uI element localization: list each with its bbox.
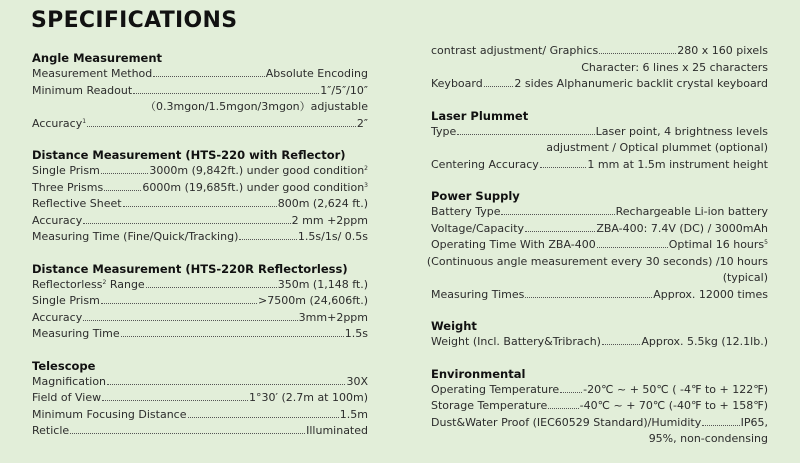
- spec-label: Operating Time With ZBA-400: [431, 238, 596, 251]
- spec-label: Minimum Focusing Distance: [32, 407, 187, 421]
- spec-row-continuation: [431, 270, 768, 287]
- spec-row-single-prism: [32, 293, 368, 310]
- spec-label: Battery Type: [431, 205, 501, 218]
- dot-leader: [69, 423, 306, 434]
- right-column: [426, 43, 768, 463]
- spec-label: Accuracy: [32, 310, 83, 324]
- spec-row-min-focusing-distance: [32, 407, 368, 424]
- section-display-continued: [431, 43, 768, 93]
- spec-row-minimum-readout: [32, 83, 368, 100]
- dot-leader: [120, 326, 345, 337]
- spec-label: Centering Accuracy: [431, 157, 539, 171]
- spec-value: 30X: [346, 374, 368, 388]
- spec-label: Measuring Time: [32, 327, 120, 340]
- spec-value: -40℃ ~ + 70℃ (-40℉ to + 158℉): [579, 399, 768, 412]
- spec-label: contrast adjustment/ Graphics: [431, 44, 599, 57]
- spec-label: Measuring Times: [431, 287, 525, 301]
- section-heading: Environmental: [431, 366, 526, 381]
- spec-value: Absolute Encoding: [265, 67, 368, 80]
- section-heading: Distance Measurement (HTS-220 with Reflector): [32, 148, 346, 162]
- spec-row-magnification: [32, 374, 368, 391]
- section-weight: [431, 318, 768, 351]
- spec-label: Magnification: [32, 374, 107, 388]
- spec-value: Rechargeable Li-ion battery: [615, 205, 768, 218]
- dot-leader: [152, 66, 265, 77]
- spec-row-continuation: [431, 431, 768, 448]
- spec-label: Voltage/Capacity: [431, 221, 525, 235]
- spec-row-reflectorless-range: [32, 277, 368, 294]
- spec-row-measuring-time: [32, 326, 368, 343]
- spec-label: Field of View: [32, 391, 102, 404]
- spec-value: 2 mm +2ppm: [291, 213, 368, 227]
- dot-leader: [187, 407, 340, 418]
- spec-row-dust-water-proof: [431, 415, 768, 432]
- spec-row-type: [431, 124, 768, 141]
- dot-leader: [132, 83, 320, 94]
- spec-value-continuation: (Continuous angle measurement every 30 seconds) /10 hours: [426, 254, 768, 268]
- footnote-marker: 3: [364, 181, 368, 189]
- spec-label: Keyboard: [431, 77, 483, 90]
- spec-row-operating-temperature: [431, 382, 768, 399]
- section-environmental: [431, 366, 768, 448]
- spec-row-accuracy: [32, 213, 368, 230]
- spec-row-accuracy: [32, 310, 368, 327]
- spec-value: Illuminated: [306, 424, 368, 437]
- section-heading: Telescope: [32, 358, 96, 373]
- spec-label: Single Prism: [32, 164, 100, 177]
- spec-value: 280 x 160 pixels: [677, 44, 768, 57]
- dot-leader: [701, 415, 740, 426]
- dot-leader: [524, 287, 653, 298]
- dot-leader: [106, 374, 346, 385]
- spec-label: Type: [431, 124, 457, 138]
- spec-row-storage-temperature: [431, 398, 768, 415]
- spec-label: Single Prism: [32, 294, 100, 307]
- spec-label: Storage Temperature: [431, 399, 548, 412]
- spec-row-measuring-times: [431, 287, 768, 304]
- spec-row-centering-accuracy: [431, 157, 768, 174]
- section-angle-measurement: [32, 50, 368, 132]
- spec-label: Reticle: [32, 424, 70, 437]
- dot-leader: [82, 310, 298, 321]
- footnote-marker: 1: [82, 117, 87, 125]
- section-laser-plummet: [431, 108, 768, 174]
- spec-row-voltage-capacity: [431, 221, 768, 238]
- section-power-supply: [426, 188, 768, 303]
- footnote-marker: 2: [364, 165, 368, 172]
- spec-row-measurement-method: [32, 66, 368, 83]
- section-heading: Power Supply: [431, 189, 520, 203]
- section-telescope: [32, 358, 368, 440]
- section-heading: Distance Measurement (HTS-220R Reflectorless): [32, 261, 348, 276]
- footnote-marker: 2: [102, 278, 107, 286]
- spec-value: 3000m (9,842ft.) under good condition$^2$: [149, 164, 368, 177]
- spec-value: Approx. 12000 times: [653, 287, 768, 301]
- spec-row-accuracy: [32, 116, 368, 133]
- dot-leader: [596, 237, 669, 248]
- spec-value: 350m (1,148 ft.): [277, 277, 368, 291]
- dot-leader: [100, 293, 258, 304]
- dot-leader: [101, 390, 249, 401]
- spec-row-three-prisms: [32, 180, 368, 197]
- spec-value-continuation: Character: 6 lines x 25 characters: [581, 60, 768, 74]
- spec-value-continuation: （0.3mgon/1.5mgon/3mgon）adjustable: [145, 100, 368, 113]
- spec-value: 1.5s/1s/ 0.5s: [297, 230, 368, 243]
- spec-row-keyboard: [431, 76, 768, 93]
- left-column: [32, 50, 368, 455]
- spec-value-continuation: adjustment / Optical plummet (optional): [546, 141, 768, 154]
- spec-value: 800m (2,624 ft.): [277, 197, 368, 210]
- spec-value: 2″: [356, 116, 368, 130]
- spec-value: 3mm+2ppm: [298, 310, 368, 324]
- spec-row-reticle: [32, 423, 368, 440]
- dot-leader: [601, 334, 641, 345]
- spec-row-continuation: [431, 140, 768, 157]
- spec-label: Measuring Time (Fine/Quick/Tracking): [32, 230, 239, 243]
- spec-label: Accuracy: [32, 213, 83, 227]
- spec-value-continuation: 95%, non-condensing: [648, 432, 768, 445]
- spec-label: Operating Temperature: [431, 382, 560, 396]
- dot-leader: [122, 196, 278, 207]
- spec-row-continuation: [32, 99, 368, 116]
- spec-value: 1 mm at 1.5m instrument height: [587, 157, 768, 171]
- spec-value: 2 sides Alphanumeric backlit crystal keyboard: [514, 77, 768, 90]
- spec-value: >7500m (24,606ft.): [258, 294, 368, 307]
- spec-value: Optimal 16 hours$^5$: [668, 238, 768, 251]
- dot-leader: [456, 124, 595, 135]
- spec-label: Minimum Readout: [32, 83, 133, 97]
- spec-label: Dust&Water Proof (IEC60529 Standard)/Humidity: [431, 415, 702, 429]
- spec-value: Approx. 5.5kg (12.1lb.): [641, 335, 768, 348]
- spec-value: 1°30′ (2.7m at 100m): [248, 391, 368, 404]
- spec-row-operating-time: [431, 237, 768, 254]
- section-heading: Laser Plummet: [431, 108, 529, 123]
- page-title: SPECIFICATIONS: [31, 8, 238, 33]
- dot-leader: [86, 116, 357, 127]
- section-distance-reflectorless: [32, 261, 368, 343]
- spec-value: 1.5m: [339, 407, 368, 421]
- spec-row-continuation: [426, 254, 768, 271]
- spec-row-field-of-view: [32, 390, 368, 407]
- spec-value-continuation: (typical): [722, 271, 768, 284]
- dot-leader: [559, 382, 583, 393]
- spec-value: 1″/5″/10″: [320, 83, 368, 97]
- dot-leader: [539, 157, 588, 168]
- dot-leader: [500, 204, 615, 215]
- spec-label: Weight (Incl. Battery&Tribrach): [431, 335, 601, 348]
- spec-value: -20℃ ~ + 50℃ ( -4℉ to + 122℉): [583, 382, 768, 396]
- spec-label: Three Prisms: [32, 180, 104, 194]
- footnote-marker: 5: [764, 239, 768, 246]
- section-distance-reflector: [32, 147, 368, 246]
- spec-row-measuring-time: [32, 229, 368, 246]
- section-heading: Weight: [431, 319, 477, 333]
- spec-label: Reflective Sheet: [32, 197, 122, 210]
- dot-leader: [483, 76, 515, 87]
- spec-label: Reflectorless$^2$ Range: [32, 277, 145, 291]
- dot-leader: [100, 163, 150, 174]
- spec-value: 1.5s: [344, 327, 368, 340]
- spec-row-reflective-sheet: [32, 196, 368, 213]
- spec-value: Laser point, 4 brightness levels: [595, 124, 768, 138]
- spec-label: Measurement Method: [32, 67, 153, 80]
- spec-row-continuation: [431, 60, 768, 77]
- dot-leader: [238, 229, 298, 240]
- dot-leader: [145, 277, 278, 288]
- spec-row-weight: [431, 334, 768, 351]
- spec-row-graphics: [431, 43, 768, 60]
- spec-value: IP65,: [740, 415, 768, 429]
- spec-value: ZBA-400: 7.4V (DC) / 3000mAh: [596, 221, 768, 235]
- dot-leader: [82, 213, 291, 224]
- spec-row-battery-type: [431, 204, 768, 221]
- dot-leader: [598, 43, 677, 54]
- dot-leader: [103, 180, 142, 191]
- section-heading: Angle Measurement: [32, 51, 163, 65]
- dot-leader: [547, 398, 579, 409]
- dot-leader: [524, 221, 596, 232]
- spec-label: Accuracy$^1$: [32, 116, 87, 130]
- spec-value: 6000m (19,685ft.) under good condition$^3$: [142, 180, 368, 194]
- spec-row-single-prism: [32, 163, 368, 180]
